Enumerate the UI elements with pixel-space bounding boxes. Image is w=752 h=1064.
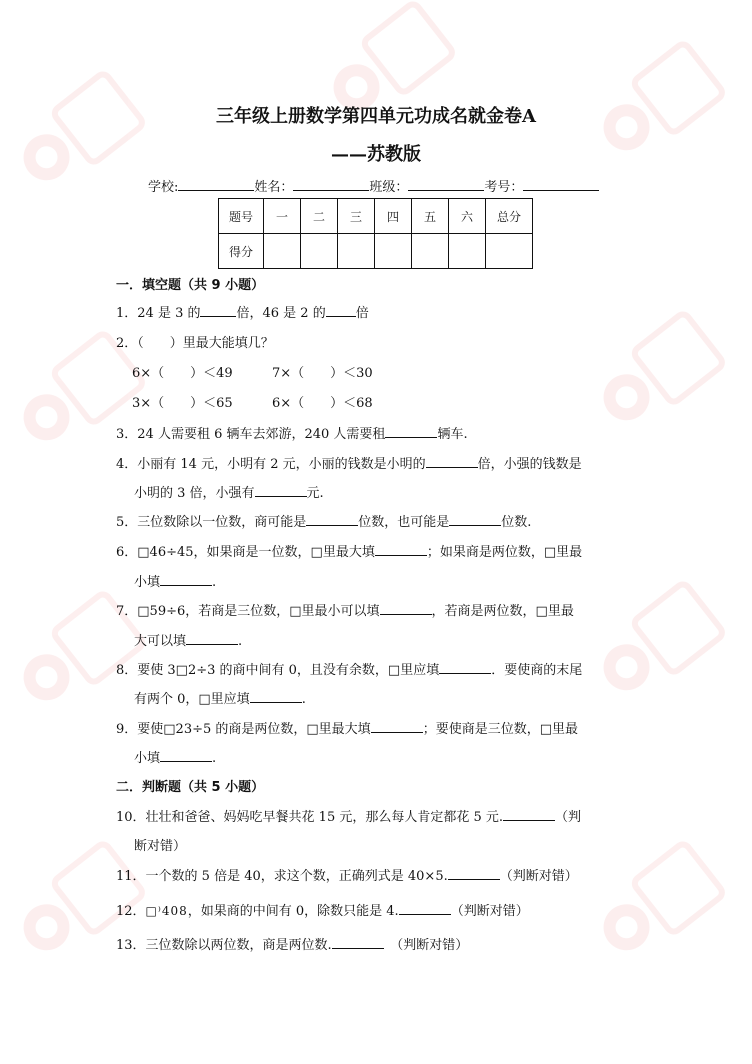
score-header-cell: 总分 [486, 199, 533, 234]
question-text: 倍，46 是 2 的 [236, 306, 326, 321]
score-cell[interactable] [449, 234, 486, 269]
school-label: 学校: [148, 180, 179, 195]
watermark-logo [582, 834, 738, 987]
answer-blank[interactable] [375, 543, 427, 556]
class-label: 班级： [369, 180, 409, 195]
score-cell[interactable] [264, 234, 301, 269]
watermark-logo [582, 574, 738, 727]
answer-blank[interactable] [332, 936, 384, 949]
question-6 [116, 541, 582, 560]
question-8 [116, 659, 582, 678]
question-text: 4．小丽有 14 元，小明有 2 元，小丽的钱数是小明的 [116, 457, 426, 472]
answer-blank[interactable] [200, 304, 236, 317]
question-text: 辆车. [437, 427, 468, 442]
question-1 [116, 302, 369, 321]
score-cell[interactable] [412, 234, 449, 269]
question-text: ；如果商是两位数，□里最 [426, 545, 583, 560]
question-text: . [212, 751, 217, 766]
question-2-stem: 2．（ ）里最大能填几？ [116, 336, 274, 351]
score-header-cell: 三 [338, 199, 375, 234]
question-text: 位数. [501, 515, 532, 530]
question-text: 11．一个数的 5 倍是 40，求这个数，正确列式是 40×5. [116, 869, 448, 884]
question-11 [116, 865, 578, 884]
question-text: 5．三位数除以一位数，商可能是 [116, 515, 307, 530]
score-cell[interactable] [375, 234, 412, 269]
answer-blank[interactable] [503, 808, 555, 821]
question-text: 12． [116, 904, 146, 919]
question-9 [116, 718, 578, 737]
question-9-cont [134, 747, 216, 766]
question-text: ，如果商的中间有 0，除数只能是 4. [187, 904, 399, 919]
score-cell[interactable] [301, 234, 338, 269]
score-header-cell: 一 [264, 199, 301, 234]
exam-no-field[interactable] [523, 178, 599, 191]
question-text: 小填 [134, 751, 161, 766]
question-4 [116, 453, 582, 472]
answer-blank[interactable] [449, 513, 501, 526]
answer-blank[interactable] [448, 867, 500, 880]
answer-blank[interactable] [426, 455, 478, 468]
answer-blank[interactable] [255, 484, 307, 497]
question-10 [116, 806, 581, 825]
answer-blank[interactable] [186, 632, 238, 645]
score-header-cell: 六 [449, 199, 486, 234]
question-text: 小明的 3 倍，小强有 [134, 486, 255, 501]
question-text: 有两个 0，□里应填 [134, 692, 250, 707]
answer-blank[interactable] [250, 690, 302, 703]
class-field[interactable] [408, 178, 484, 191]
question-text: 元. [306, 486, 324, 501]
school-field[interactable] [178, 178, 254, 191]
answer-blank[interactable] [385, 425, 437, 438]
question-text: （判断对错） [499, 869, 578, 884]
question-text: ．要使商的末尾 [491, 663, 583, 678]
question-8-cont [134, 688, 306, 707]
question-text: 9．要使□23÷5 的商是两位数，□里最大填 [116, 722, 371, 737]
name-label: 姓名： [254, 180, 294, 195]
question-3 [116, 423, 468, 442]
score-table-score-row [219, 234, 533, 269]
question-text: 倍，小强的钱数是 [477, 457, 582, 472]
question-text: 7．□59÷6，若商是三位数，□里最小可以填 [116, 604, 380, 619]
question-text: . [212, 575, 217, 590]
question-text: 大可以填 [134, 634, 187, 649]
question-text: 6．□46÷45，如果商是一位数，□里最大填 [116, 545, 375, 560]
question-4-cont [134, 482, 324, 501]
page-title: 三年级上册数学第四单元功成名就金卷A [216, 106, 536, 127]
answer-blank[interactable] [399, 902, 451, 915]
question-text: （判 [555, 810, 582, 825]
score-header-cell: 四 [375, 199, 412, 234]
question-2-item: 7×（ ）＜30 [272, 366, 373, 381]
question-text: （判断对错） [396, 938, 469, 953]
question-2-item: 6×（ ）＜68 [272, 396, 373, 411]
watermark-logo [582, 304, 738, 457]
score-cell[interactable] [486, 234, 533, 269]
score-table [218, 198, 533, 269]
question-13 [116, 934, 468, 953]
question-text: 13．三位数除以两位数，商是两位数. [116, 938, 332, 953]
score-header-cell: 二 [301, 199, 338, 234]
question-text: 8．要使 3□2÷3 的商中间有 0，且没有余数，□里应填 [116, 663, 440, 678]
question-10-cont: 断对错） [134, 839, 187, 854]
division-figure: □⁾408 [145, 904, 188, 918]
score-header-cell: 题号 [219, 199, 264, 234]
question-text: ，若商是两位数，□里最 [431, 604, 574, 619]
question-text: 倍 [355, 306, 369, 321]
question-text: . [238, 634, 243, 649]
question-text: 小填 [134, 575, 161, 590]
exam-no-label: 考号： [484, 180, 524, 195]
question-text: 3．24 人需要租 6 辆车去郊游，240 人需要租 [116, 427, 386, 442]
answer-blank[interactable] [380, 602, 432, 615]
section-title-fill-blank: 一．填空题（共 9 小题） [116, 278, 265, 293]
answer-blank[interactable] [371, 720, 423, 733]
score-cell[interactable] [338, 234, 375, 269]
question-text: 位数，也可能是 [358, 515, 450, 530]
score-row-label: 得分 [219, 234, 264, 269]
question-6-cont [134, 571, 216, 590]
question-text: . [301, 692, 306, 707]
answer-blank[interactable] [439, 661, 491, 674]
question-12 [116, 900, 529, 919]
question-text: 1．24 是 3 的 [116, 306, 201, 321]
question-text: 10．壮壮和爸爸、妈妈吃早餐共花 15 元，那么每人肯定都花 5 元. [116, 810, 504, 825]
answer-blank[interactable] [160, 573, 212, 586]
question-7 [116, 600, 574, 619]
student-info-line [148, 176, 599, 195]
question-text: （判断对错） [450, 904, 529, 919]
answer-blank[interactable] [326, 304, 356, 317]
question-text: ；要使商是三位数，□里最 [422, 722, 578, 737]
question-2-item: 3×（ ）＜65 [132, 396, 233, 411]
question-7-cont [134, 630, 242, 649]
question-5 [116, 511, 531, 530]
answer-blank[interactable] [160, 749, 212, 762]
section-title-true-false: 二．判断题（共 5 小题） [116, 780, 265, 795]
score-header-cell: 五 [412, 199, 449, 234]
score-table-header-row [219, 199, 533, 234]
answer-blank[interactable] [306, 513, 358, 526]
page-subtitle: ——苏教版 [331, 144, 421, 165]
question-2-item: 6×（ ）＜49 [132, 366, 233, 381]
name-field[interactable] [293, 178, 369, 191]
